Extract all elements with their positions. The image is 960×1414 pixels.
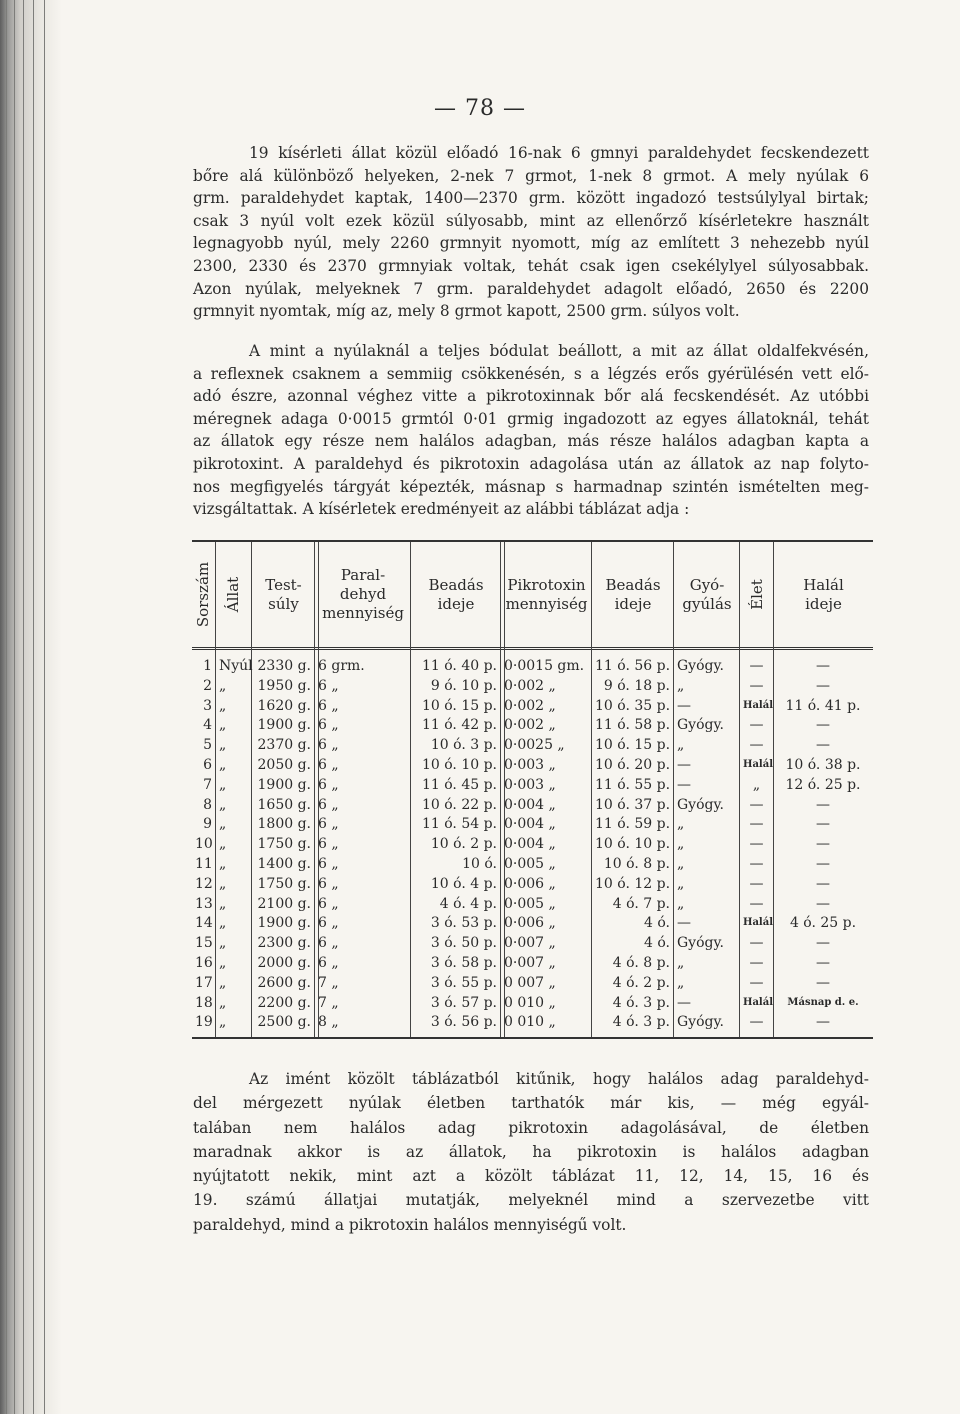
header-label: Beadás ideje	[428, 575, 484, 613]
header-label: Pikrotoxin mennyiség	[505, 575, 588, 613]
table-cell: „	[219, 935, 227, 952]
table-row	[192, 676, 873, 696]
table-cell: Halál	[743, 699, 774, 711]
table-cell: —	[816, 677, 830, 694]
table-cell: 4	[203, 717, 212, 734]
table-cell: 3 ó. 58 p.	[430, 955, 497, 971]
header-label: Beadás ideje	[605, 575, 661, 613]
table-cell: —	[816, 796, 830, 813]
table-cell: 0·0015 gm.	[504, 658, 585, 674]
table-cell: 7	[203, 776, 212, 793]
table-cell: —	[816, 658, 830, 674]
table-cell: 1900 g.	[257, 776, 311, 793]
text-line: csak 3 nyúl volt ezek közül súlyosabb, mint az ellenőrző kísérletekre használt	[193, 211, 869, 230]
book-spine-shadow	[0, 0, 62, 1414]
table-cell: 4 ó. 3 p.	[612, 1014, 670, 1031]
text-line: talában nem halálos adag pikrotoxin adagolásával, de életben	[193, 1118, 869, 1137]
table-cell: 10 ó. 10 p.	[595, 836, 671, 853]
table-cell: 0·005 „	[504, 895, 556, 912]
table-cell: 16	[195, 955, 213, 971]
table-cell: 3 ó. 50 p.	[430, 935, 497, 952]
table-cell: „	[219, 796, 227, 813]
table-cell: —	[677, 994, 691, 1011]
table-cell: „	[219, 816, 227, 833]
table-cell: —	[677, 697, 691, 714]
header-label: Halál ideje	[803, 575, 844, 613]
table-cell: 19	[195, 1014, 213, 1031]
paragraph-method	[193, 340, 869, 521]
table-cell: 17	[195, 974, 213, 991]
header-label: Élet	[747, 579, 766, 610]
header-label: Sorszám	[194, 561, 213, 628]
table-cell: 7 „	[318, 974, 339, 991]
table-cell: 11 ó. 41 p.	[785, 697, 861, 714]
table-cell: 9 ó. 18 p.	[603, 677, 670, 694]
paragraph-intro	[193, 142, 869, 323]
table-row	[192, 834, 873, 854]
table-cell: 2600 g.	[257, 974, 311, 991]
text-line: pikrotoxint. A paraldehyd és pikrotoxin adagolása után az állatok az nap folyto-	[193, 454, 869, 473]
table-cell: 2200 g.	[257, 994, 311, 1011]
table-cell: „	[219, 836, 227, 853]
table-cell: 2050 g.	[257, 757, 311, 773]
table-cell: —	[816, 955, 830, 971]
table-header-cell	[740, 542, 774, 647]
table-cell: 6 „	[318, 677, 339, 694]
text-line: 19. számú állatjai mutatják, melyeknél mind a szervezetbe vitt	[193, 1191, 869, 1210]
table-cell: 0·005 „	[504, 856, 556, 872]
table-row	[192, 894, 873, 914]
table-cell: 6 „	[318, 717, 339, 734]
table-cell: 18	[195, 994, 213, 1011]
table-cell: —	[749, 875, 764, 892]
table-cell: 0·007 „	[504, 935, 556, 952]
table-cell: „	[219, 974, 227, 991]
table-cell: 6 „	[318, 875, 339, 892]
table-cell: 10 ó. 4 p.	[430, 875, 497, 892]
table-cell: 0·002 „	[504, 717, 556, 734]
table-cell: „	[752, 776, 761, 793]
table-header	[192, 542, 873, 650]
table-cell: 2300 g.	[257, 935, 311, 952]
table-cell: —	[816, 856, 830, 872]
table-cell: „	[677, 816, 685, 833]
table-cell: „	[677, 836, 685, 853]
table-row	[192, 656, 873, 676]
table-cell: 10 ó. 20 p.	[595, 757, 671, 773]
text-line: nyújtatott nekik, mint azt a közölt táblázat 11, 12, 14, 15, 16 és	[193, 1167, 869, 1186]
table-cell: 11 ó. 58 p.	[595, 717, 671, 734]
table-cell: Gyógy.	[677, 796, 724, 813]
header-label: Paral- dehyd mennyiség	[322, 566, 404, 622]
table-cell: —	[749, 796, 764, 813]
table-cell: 2370 g.	[257, 737, 311, 754]
table-cell: 6 „	[318, 697, 339, 714]
table-cell: 3 ó. 57 p.	[430, 994, 497, 1011]
table-header-cell	[216, 542, 252, 647]
table-cell: 2000 g.	[257, 955, 311, 971]
table-cell: —	[816, 836, 830, 853]
table-cell: 4 ó. 7 p.	[612, 895, 670, 912]
table-cell: —	[816, 737, 830, 754]
text-line: az állatok egy része nem halálos adagban, más része halálos adagban kapta a	[193, 432, 869, 451]
results-table	[192, 540, 873, 1039]
table-cell: 1650 g.	[257, 796, 311, 813]
text-line: Azon nyúlak, melyeknek 7 grm. paraldehydet adagolt előadó, 2650 és 2200	[193, 279, 869, 298]
table-cell: 6 grm.	[318, 658, 365, 674]
table-cell: 1750 g.	[257, 836, 311, 853]
table-cell: —	[816, 1014, 830, 1031]
text-line: legnagyobb nyúl, mely 2260 grmnyit nyomott, míg az említett 3 nehezebb nyúl	[193, 234, 869, 253]
table-cell: „	[219, 737, 227, 754]
table-row	[192, 1012, 873, 1032]
table-cell: 10 ó. 12 p.	[595, 875, 671, 892]
table-cell: 0·006 „	[504, 915, 556, 932]
table-cell: —	[749, 717, 764, 734]
table-cell: 11 ó. 42 p.	[421, 717, 497, 734]
table-header-cell	[411, 542, 501, 647]
table-cell: 11 ó. 54 p.	[421, 816, 497, 833]
header-label: Gyó- gyúlás	[682, 575, 732, 613]
text-line: nos megfigyelés tárgyát képezték, másnap s harmadnap szintén ismételten meg-	[193, 477, 869, 496]
table-cell: Másnap d. e.	[787, 996, 859, 1008]
table-header-cell	[501, 542, 592, 647]
table-header-cell	[674, 542, 740, 647]
table-row	[192, 814, 873, 834]
table-header-cell	[315, 542, 411, 647]
table-cell: 11 ó. 40 p.	[421, 658, 497, 674]
table-row	[192, 874, 873, 894]
table-cell: „	[677, 895, 685, 912]
table-cell: —	[816, 935, 830, 952]
table-cell: 10 ó. 3 p.	[430, 737, 497, 754]
table-cell: 4 ó. 4 p.	[439, 895, 497, 912]
table-cell: 2100 g.	[257, 895, 311, 912]
table-cell: 8 „	[318, 1014, 339, 1031]
table-cell: 13	[195, 895, 213, 912]
table-cell: 1	[203, 658, 212, 674]
table-cell: „	[219, 757, 227, 773]
table-cell: 2330 g.	[257, 658, 311, 674]
text-line: a reflexnek csaknem a semmiig csökkenésén, s a légzés erős gyérülésén vett elő-	[193, 364, 869, 383]
table-cell: 6 „	[318, 757, 339, 773]
table-cell: 10 ó. 37 p.	[595, 796, 671, 813]
table-cell: „	[219, 677, 227, 694]
table-cell: —	[749, 856, 764, 872]
table-cell: —	[749, 955, 764, 971]
page-number: — 78 —	[434, 96, 526, 121]
table-cell: „	[219, 915, 227, 932]
table-cell: „	[219, 895, 227, 912]
table-row	[192, 775, 873, 795]
table-cell: 1950 g.	[257, 677, 311, 694]
table-cell: 10 ó.	[462, 856, 497, 872]
table-cell: „	[677, 856, 685, 872]
table-cell: Halál	[743, 996, 774, 1008]
table-cell: „	[219, 717, 227, 734]
table-cell: 6 „	[318, 895, 339, 912]
header-label: Test- súly	[265, 575, 302, 613]
table-cell: 0·007 „	[504, 955, 556, 971]
table-cell: 3 ó. 56 p.	[430, 1014, 497, 1031]
table-cell: 10 ó. 15 p.	[595, 737, 671, 754]
table-cell: 14	[195, 915, 213, 932]
table-cell: 12	[195, 875, 213, 892]
table-cell: „	[219, 955, 227, 971]
table-row	[192, 913, 873, 933]
table-cell: 4 ó. 3 p.	[612, 994, 670, 1011]
table-cell: 11	[195, 856, 213, 872]
table-cell: Halál	[743, 917, 774, 929]
table-cell: 1750 g.	[257, 875, 311, 892]
table-cell: 0·003 „	[504, 757, 556, 773]
table-cell: „	[677, 737, 685, 754]
table-cell: „	[219, 697, 227, 714]
text-line: paraldehyd, mind a pikrotoxin halálos mennyiségű volt.	[193, 1215, 627, 1234]
table-cell: 4 ó. 25 p.	[789, 915, 857, 932]
table-row	[192, 715, 873, 735]
table-cell: 9 ó. 10 p.	[430, 677, 497, 694]
table-cell: 0·006 „	[504, 875, 556, 892]
table-cell: 5	[203, 737, 212, 754]
table-row	[192, 795, 873, 815]
table-cell: —	[749, 974, 764, 991]
table-cell: 4 ó. 8 p.	[612, 955, 670, 971]
table-cell: 1900 g.	[257, 717, 311, 734]
table-cell: —	[749, 737, 764, 754]
table-row	[192, 933, 873, 953]
table-cell: 1620 g.	[257, 697, 311, 714]
table-row	[192, 973, 873, 993]
table-cell: —	[677, 915, 691, 932]
table-cell: 0 007 „	[504, 974, 556, 991]
text-line: 19 kísérleti állat közül előadó 16-nak 6 gmnyi paraldehydet fecskendezett	[249, 144, 869, 162]
table-cell: 10 ó. 38 p.	[785, 757, 861, 773]
table-header-cell	[192, 542, 216, 647]
table-cell: 0 010 „	[504, 1014, 556, 1031]
table-cell: —	[749, 1014, 764, 1031]
table-cell: 10 ó. 8 p.	[603, 856, 670, 872]
table-cell: 9	[203, 816, 212, 833]
table-cell: Gyógy.	[677, 717, 724, 734]
table-row	[192, 755, 873, 775]
table-row	[192, 854, 873, 874]
table-cell: 10 ó. 10 p.	[421, 757, 497, 773]
table-cell: 4 ó. 2 p.	[612, 974, 670, 991]
table-cell: 0·004 „	[504, 836, 556, 853]
table-cell: 2500 g.	[257, 1014, 311, 1031]
table-cell: 11 ó. 45 p.	[421, 776, 497, 793]
table-row	[192, 993, 873, 1013]
table-cell: —	[749, 836, 764, 853]
table-cell: 2	[203, 677, 212, 694]
table-cell: 1900 g.	[257, 915, 311, 932]
table-cell: 6 „	[318, 816, 339, 833]
table-cell: 0·003 „	[504, 776, 556, 793]
table-cell: 6 „	[318, 915, 339, 932]
table-cell: —	[816, 974, 830, 991]
table-cell: 10 ó. 22 p.	[421, 796, 497, 813]
table-cell: —	[816, 816, 830, 833]
table-cell: Halál	[743, 759, 774, 770]
table-cell: „	[219, 1014, 227, 1031]
text-line: grm. paraldehydet kaptak, 1400—2370 grm. között ingadozó testsúlylyal birtak;	[193, 189, 869, 208]
table-cell: 6 „	[318, 856, 339, 872]
table-cell: „	[677, 974, 685, 991]
table-cell: 0·0025 „	[504, 737, 565, 754]
table-cell: 0·004 „	[504, 796, 556, 813]
table-row	[192, 953, 873, 973]
table-cell: 6 „	[318, 796, 339, 813]
table-cell: 0·002 „	[504, 697, 556, 714]
table-cell: —	[677, 776, 691, 793]
table-cell: —	[749, 935, 764, 952]
text-line: 2300, 2330 és 2370 grmnyiak voltak, tehát csak igen csekélylyel súlyosabbak.	[193, 256, 869, 275]
table-cell: 0 010 „	[504, 994, 556, 1011]
table-cell: —	[749, 816, 764, 833]
text-line: del mérgezett nyúlak életben tarthatók már kis, — még egyál-	[193, 1094, 869, 1113]
table-cell: „	[219, 994, 227, 1011]
table-cell: 8	[203, 796, 212, 813]
table-cell: —	[749, 658, 764, 674]
table-cell: 6	[203, 757, 212, 773]
table-cell: 11 ó. 56 p.	[595, 658, 671, 674]
table-cell: 11 ó. 59 p.	[595, 816, 671, 833]
table-cell: 7 „	[318, 994, 339, 1011]
table-cell: 3	[203, 697, 212, 714]
table-cell: 6 „	[318, 955, 339, 971]
table-cell: 1400 g.	[257, 856, 311, 872]
table-cell: „	[677, 875, 685, 892]
table-cell: 1800 g.	[257, 816, 311, 833]
table-cell: Gyógy.	[677, 935, 724, 952]
table-cell: „	[677, 955, 685, 971]
table-header-cell	[252, 542, 315, 647]
table-cell: Nyúl	[219, 658, 253, 674]
table-header-cell	[774, 542, 873, 647]
table-cell: 10 ó. 15 p.	[421, 697, 497, 714]
table-cell: —	[749, 677, 764, 694]
text-line: A mint a nyúlaknál a teljes bódulat beállott, a mit az állat oldalfekvésén,	[249, 342, 869, 360]
table-cell: „	[219, 856, 227, 872]
text-line: méregnek adaga 0·0015 grmtól 0·01 grmig ingadozott az egyes állatoknál, tehát	[193, 409, 869, 428]
table-cell: 0·004 „	[504, 816, 556, 833]
text-line: Az imént közölt táblázatból kitűnik, hogy halálos adag paraldehyd-	[249, 1070, 869, 1088]
table-row	[192, 735, 873, 755]
header-label: Állat	[224, 576, 243, 613]
table-cell: „	[677, 677, 685, 694]
table-cell: 3 ó. 55 p.	[430, 974, 497, 991]
table-cell: 10	[195, 836, 213, 853]
text-line: bőre alá különböző helyeken, 2-nek 7 grmot, 1-nek 8 grmot. A mely nyúlak 6	[193, 166, 869, 185]
paragraph-conclusion	[193, 1067, 869, 1237]
text-line: adó észre, azonnal véghez vitte a pikrotoxinnak bőr alá fecskendését. Az utóbbi	[193, 387, 869, 406]
table-cell: —	[816, 895, 830, 912]
table-row	[192, 696, 873, 716]
table-cell: 6 „	[318, 776, 339, 793]
table-cell: „	[219, 875, 227, 892]
table-cell: 3 ó. 53 p.	[430, 915, 497, 932]
table-cell: 6 „	[318, 935, 339, 952]
table-cell: 4 ó.	[644, 915, 670, 932]
table-cell: 11 ó. 55 p.	[595, 776, 671, 793]
table-cell: —	[677, 757, 691, 773]
table-cell: 12 ó. 25 p.	[785, 776, 861, 793]
table-cell: „	[219, 776, 227, 793]
table-header-cell	[592, 542, 674, 647]
table-cell: —	[816, 875, 830, 892]
table-cell: 10 ó. 2 p.	[430, 836, 497, 853]
table-cell: —	[816, 717, 830, 734]
table-cell: Gyógy.	[677, 658, 724, 674]
table-cell: 4 ó.	[644, 935, 670, 952]
table-cell: 0·002 „	[504, 677, 556, 694]
table-cell: 6 „	[318, 836, 339, 853]
text-line: vizsgáltattak. A kísérletek eredményeit az alábbi táblázat adja :	[193, 500, 690, 519]
table-cell: 15	[195, 935, 213, 952]
table-cell: Gyógy.	[677, 1014, 724, 1031]
table-cell: —	[749, 895, 764, 912]
text-line: grmnyit nyomtak, míg az, mely 8 grmot kapott, 2500 grm. súlyos volt.	[193, 302, 740, 321]
table-cell: 6 „	[318, 737, 339, 754]
text-line: maradnak akkor is az állatok, ha pikrotoxin is halálos adagban	[193, 1142, 869, 1161]
table-cell: 10 ó. 35 p.	[595, 697, 671, 714]
